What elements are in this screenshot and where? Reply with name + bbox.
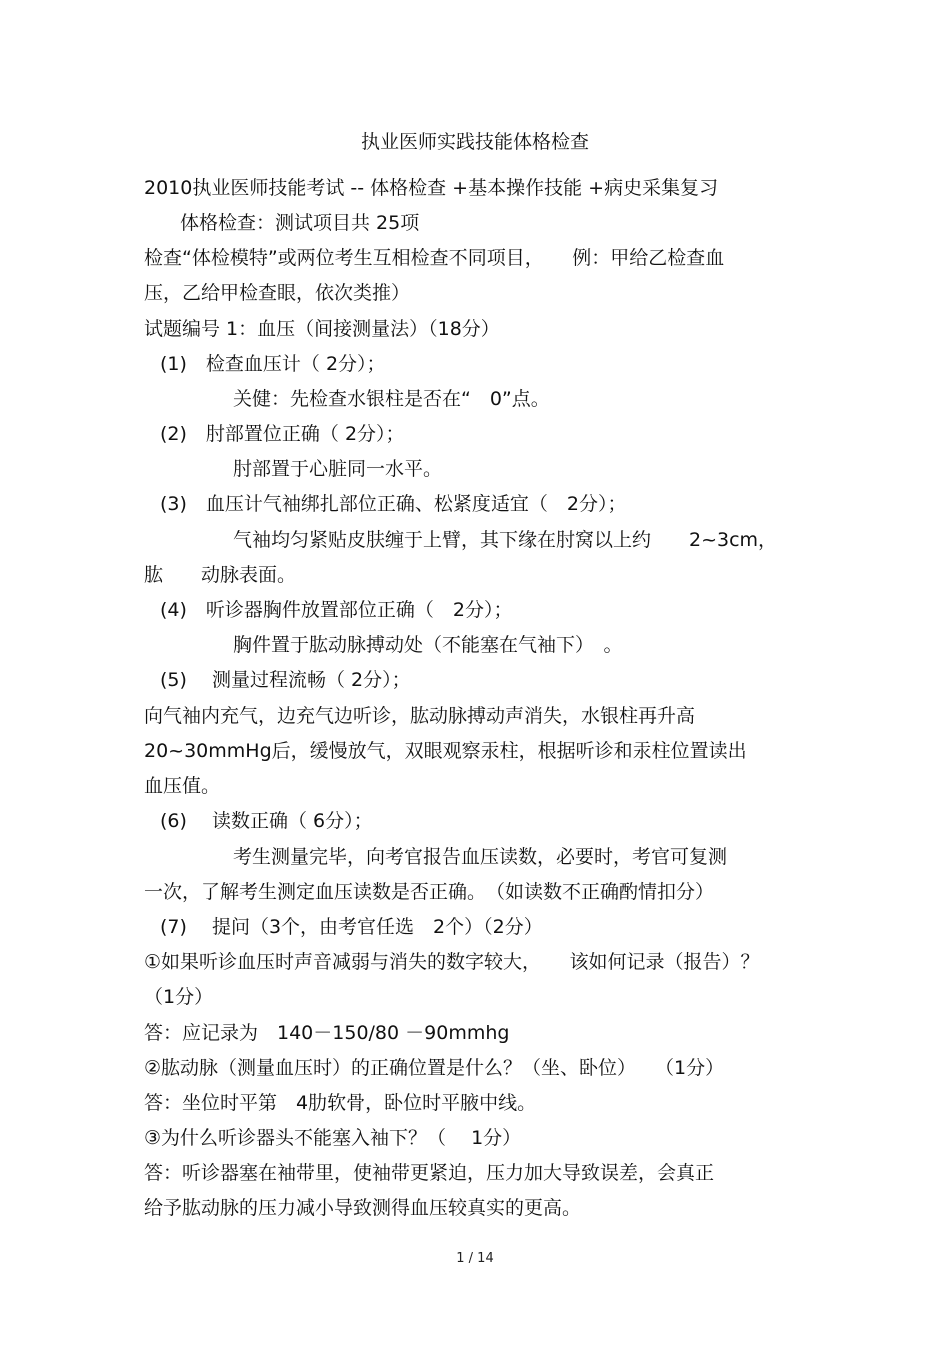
page-number: 1 / 14 <box>456 1251 494 1266</box>
text-line: 答：应记录为 140－150/80 －90mmhg <box>144 1022 510 1044</box>
text-line: 20~30mmHg后，缓慢放气，双眼观察汞柱，根据听诊和汞柱位置读出 <box>144 740 747 762</box>
text-line: 压，乙给甲检查眼，依次类推） <box>144 282 411 304</box>
document-title: 执业医师实践技能体格检查 <box>360 131 589 153</box>
text-line: 2010执业医师技能考试 -- 体格检查 +基本操作技能 +病史采集复习 <box>144 177 719 199</box>
text-line: 血压值。 <box>144 775 221 797</box>
text-line: (6) 读数正确（ 6分）； <box>160 810 373 832</box>
text-line: ①如果听诊血压时声音减弱与消失的数字较大， 该如何记录（报告）？ <box>144 951 760 973</box>
text-line: （1分） <box>144 986 214 1008</box>
text-line: 答：坐位时平第 4肋软骨，卧位时平腋中线。 <box>144 1092 537 1114</box>
text-line: 试题编号 1：血压（间接测量法）（18分） <box>144 318 500 340</box>
text-line: 关健：先检查水银柱是否在“ 0”点。 <box>233 388 550 410</box>
text-line: 给予肱动脉的压力减小导致测得血压较真实的更高。 <box>144 1197 582 1219</box>
text-line: ②肱动脉（测量血压时）的正确位置是什么？（坐、卧位） （1分） <box>144 1057 725 1079</box>
text-line: 气袖均匀紧贴皮肤缠于上臂，其下缘在肘窝以上约 2~3cm， <box>233 529 778 551</box>
text-line: (1) 检查血压计（ 2分）； <box>160 353 386 375</box>
text-line: 一次，了解考生测定血压读数是否正确。 （如读数不正确酌情扣分） <box>144 881 715 903</box>
text-line: 肱 动脉表面。 <box>144 564 297 586</box>
text-line: 答：听诊器塞在袖带里，使袖带更紧迫，压力加大导致误差，会真正 <box>144 1162 715 1184</box>
text-line: ③为什么听诊器头不能塞入袖下？（ 1分） <box>144 1127 522 1149</box>
text-line: 胸件置于肱动脉搏动处（不能塞在气袖下） 。 <box>233 634 623 656</box>
text-line: 考生测量完毕，向考官报告血压读数，必要时，考官可复测 <box>233 846 728 868</box>
text-line: (3) 血压计气袖绑扎部位正确、松紧度适宜（ 2分）； <box>160 493 627 515</box>
text-line: 检查“体检模特”或两位考生互相检查不同项目， 例：甲给乙检查血 <box>144 247 725 269</box>
text-line: (2) 肘部置位正确（ 2分）； <box>160 423 405 445</box>
text-line: (7) 提问（3个，由考官任选 2个）（2分） <box>160 916 543 938</box>
text-line: (5) 测量过程流畅（ 2分）； <box>160 669 411 691</box>
text-line: 向气袖内充气，边充气边听诊，肱动脉搏动声消失，水银柱再升高 <box>144 705 696 727</box>
text-line: 肘部置于心脏同一水平。 <box>233 458 443 480</box>
text-line: 体格检查：测试项目共 25项 <box>180 212 420 234</box>
text-line: (4) 听诊器胸件放置部位正确（ 2分）； <box>160 599 513 621</box>
